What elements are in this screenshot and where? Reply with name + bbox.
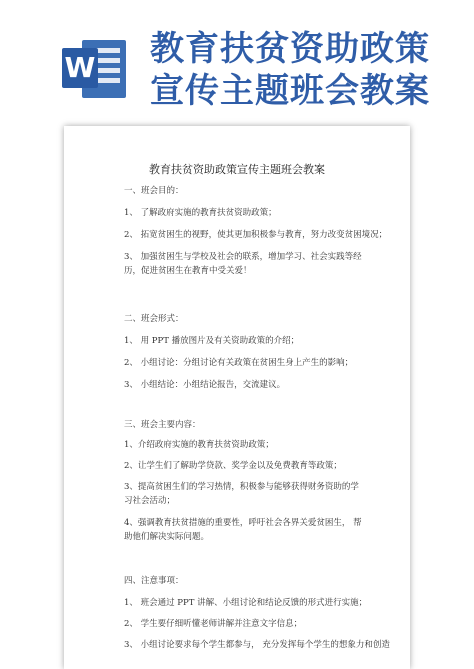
- list-item: 2、 拓宽贫困生的视野，使其更加积极参与教育，努力改变贫困境况；: [124, 230, 388, 240]
- list-item: 2、让学生们了解助学贷款、奖学金以及免费教育等政策；: [124, 461, 342, 471]
- section-heading: 四、注意事项：: [124, 576, 184, 586]
- section-heading: 三、班会主要内容：: [124, 420, 201, 430]
- word-icon: [62, 40, 126, 98]
- word-icon-letter: W: [62, 48, 98, 88]
- list-item: 3、 小组结论：小组结论报告，交流建议。: [124, 380, 286, 390]
- section-heading: 一、班会目的：: [124, 186, 184, 196]
- document-page: [64, 126, 410, 669]
- list-item: 2、 小组讨论：分组讨论有关政策在贫困生身上产生的影响；: [124, 358, 354, 368]
- list-item: 1、 用 PPT 播放图片及有关资助政策的介绍；: [124, 336, 300, 346]
- banner-title: [150, 28, 470, 112]
- list-item: 3、 小组讨论要求每个学生都参与， 充分发挥每个学生的想象力和创造: [124, 640, 390, 650]
- banner-title-line1: 教育扶贫资助政策: [150, 29, 430, 69]
- list-item: 2、 学生要仔细听懂老师讲解并注意文字信息；: [124, 619, 303, 629]
- list-item: 1、介绍政府实施的教育扶贫资助政策；: [124, 440, 274, 450]
- list-item: 1、 了解政府实施的教育扶贫资助政策；: [124, 208, 277, 218]
- banner-title-line2: 宣传主题班会教案: [150, 71, 430, 111]
- list-item: 4、强调教育扶贫措施的重要性，呼吁社会各界关爱贫困生， 帮助他们解决实际问题。: [124, 518, 362, 542]
- list-item: 1、 班会通过 PPT 讲解、小组讨论和结论反馈的形式进行实施；: [124, 598, 368, 608]
- list-item: 3、提高贫困生们的学习热情，积极参与能够获得财务资助的学习社会活动；: [124, 482, 359, 506]
- list-item: 3、 加强贫困生与学校及社会的联系，增加学习、社会实践等经历，促进贫困生在教育中受关爱！: [124, 252, 362, 276]
- section-heading: 二、班会形式：: [124, 314, 184, 324]
- banner: [0, 0, 474, 120]
- document-title: 教育扶贫资助政策宣传主题班会教案: [149, 163, 325, 176]
